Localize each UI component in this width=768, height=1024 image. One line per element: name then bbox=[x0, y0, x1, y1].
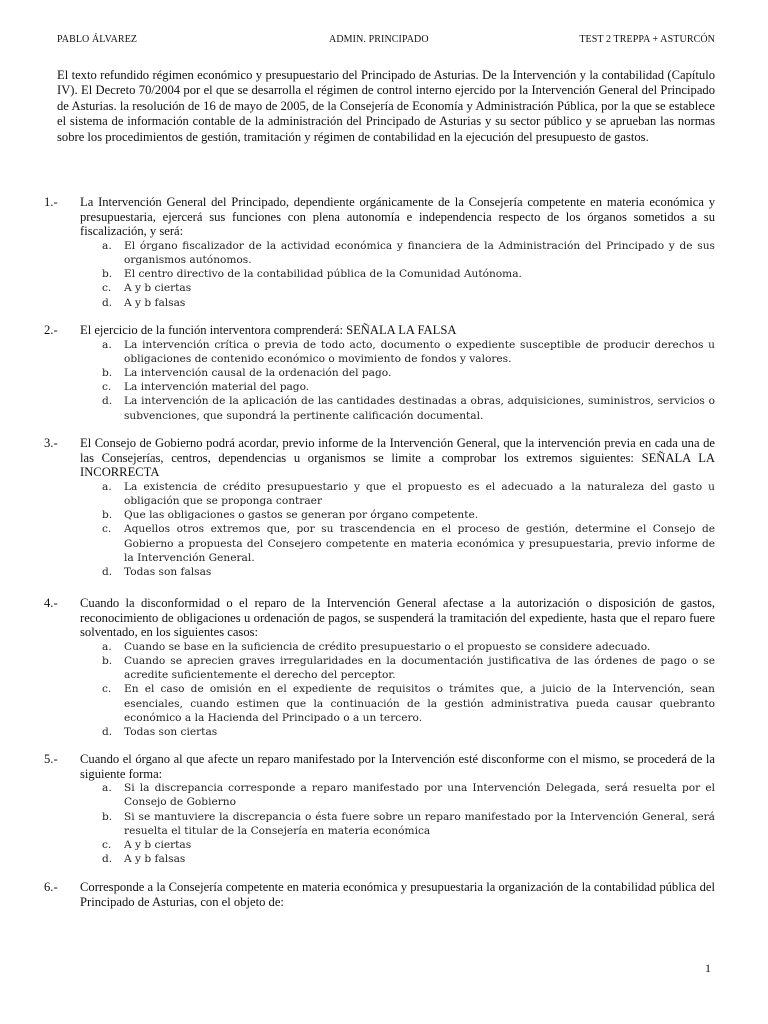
option-d: d. Todas son ciertas bbox=[102, 726, 218, 738]
option-d: d. A y b falsas bbox=[102, 853, 186, 866]
option-a: a. Cuando se base en la suficiencia de crédito presupuestario o el propuesto se considere adecuado. bbox=[102, 640, 651, 653]
question-text: El Consejo de Gobierno podrá acordar, previo informe de la Intervención General, que la intervención previa en cada una de las Consejerías, centros, dependencias u organismos se limite a comprobar los extremos siguientes: SEÑALA LA INCORRECTA bbox=[80, 436, 715, 480]
option-c: c. Aquellos otros extremos que, por su trascendencia en el proceso de gestión, determine el Consejo de Gobierno a propuesta del Consejero competente en materia económica y presupuestaria, previo informe de la Intervención General. bbox=[102, 523, 715, 564]
question-text: Corresponde a la Consejería competente en materia económica y presupuestaria la organización de la contabilidad pública del Principado de Asturias, con el objeto de: bbox=[80, 880, 715, 909]
question-2 bbox=[44, 323, 715, 423]
option-c: c. A y b ciertas bbox=[102, 839, 192, 851]
question-text: El ejercicio de la función interventora comprenderá: SEÑALA LA FALSA bbox=[80, 323, 457, 337]
option-a: a. La existencia de crédito presupuestario y que el propuesto es el adecuado a la naturaleza del gasto u obligación que se proponga contraer bbox=[102, 480, 715, 507]
header-subject: ADMIN. PRINCIPADO bbox=[329, 34, 429, 45]
option-d: d. Todas son falsas bbox=[102, 566, 212, 578]
option-d: d. La intervención de la aplicación de las cantidades destinadas a obras, adquisiciones, suministros, servicios o subvenciones, que supondrá la pertinente calificación documental. bbox=[102, 395, 715, 422]
option-b: b. Cuando se aprecien graves irregularidades en la documentación justificativa de las órdenes de pago o se acredite suficientemente el derecho del perceptor. bbox=[102, 654, 715, 682]
question-number: 4.- bbox=[44, 596, 58, 610]
option-a: a. Si la discrepancia corresponde a reparo manifestado por una Intervención Delegada, será resuelta por el Consejo de Gobierno bbox=[102, 782, 715, 809]
question-number: 1.- bbox=[44, 195, 58, 209]
option-c: c. A y b ciertas bbox=[102, 282, 192, 295]
question-5 bbox=[44, 752, 715, 866]
option-a: a. El órgano fiscalizador de la actividad económica y financiera de la Administración del Principado y de sus organismos autónomos. bbox=[102, 239, 715, 266]
question-text: Cuando la disconformidad o el reparo de la Intervención General afectase a la autorización o disposición de gastos, reconocimiento de obligaciones u ordenación de pagos, se suspenderá la tramitación del expediente, hasta que el reparo fuere solventado, en los siguientes casos: bbox=[80, 596, 715, 640]
intro-paragraph: El texto refundido régimen económico y presupuestario del Principado de Asturias. De la Intervención y la contabilidad (Capítulo IV). El Decreto 70/2004 por el que se desarrolla el régimen de control interno ejercido por la Intervención General del Principado de Asturias. la resolución de 16 de mayo de 2005, de la Consejería de Economía y Administración Pública, por la que se establece el sistema de información contable de la administración del Principado de Asturias y su sector público y se aprueban las normas sobre los procedimientos de gestión, tramitación y régimen de contabilidad en la ejecución del presupuesto de gastos. bbox=[57, 68, 715, 144]
question-1 bbox=[44, 195, 715, 310]
option-c: c. La intervención material del pago. bbox=[102, 381, 310, 394]
question-number: 3.- bbox=[44, 436, 58, 450]
header-author: PABLO ÁLVAREZ bbox=[57, 34, 138, 45]
option-b: b. El centro directivo de la contabilidad pública de la Comunidad Autónoma. bbox=[102, 268, 522, 281]
header-test-title: TEST 2 TREPPA + ASTURCÓN bbox=[579, 34, 715, 45]
option-a: a. La intervención crítica o previa de todo acto, documento o expediente susceptible de producir derechos u obligaciones de contenido económico o movimiento de fondos y valores. bbox=[102, 338, 715, 365]
question-6 bbox=[44, 880, 715, 909]
page-header bbox=[57, 34, 715, 50]
option-c: c. En el caso de omisión en el expediente de requisitos o trámites que, a juicio de la Intervención, sean esenciales, cuando estimen que la continuación de la gestión administrativa pueda causar quebranto económico a la Hacienda del Principado o a un tercero. bbox=[102, 683, 715, 724]
question-text: La Intervención General del Principado, dependiente orgánicamente de la Consejería competente en materia económica y presupuestaria, ejercerá sus funciones con plena autonomía e independencia respecto de los órganos sometidos a su fiscalización, y será: bbox=[80, 195, 715, 239]
option-b: b. La intervención causal de la ordenación del pago. bbox=[102, 367, 392, 379]
question-number: 5.- bbox=[44, 752, 58, 766]
question-text: Cuando el órgano al que afecte un reparo manifestado por la Intervención esté disconforme con el mismo, se procederá de la siguiente forma: bbox=[80, 752, 715, 781]
question-number: 6.- bbox=[44, 880, 58, 894]
page-number: 1 bbox=[705, 961, 711, 975]
option-d: d. A y b falsas bbox=[102, 296, 186, 309]
option-b: b. Si se mantuviere la discrepancia o ésta fuere sobre un reparo manifestado por la Intervención General, será resuelta el titular de la Consejería en materia económica bbox=[102, 810, 715, 837]
question-4 bbox=[44, 596, 715, 739]
question-3 bbox=[44, 436, 715, 579]
option-b: b. Que las obligaciones o gastos se generan por órgano competente. bbox=[102, 509, 479, 522]
question-number: 2.- bbox=[44, 323, 58, 337]
